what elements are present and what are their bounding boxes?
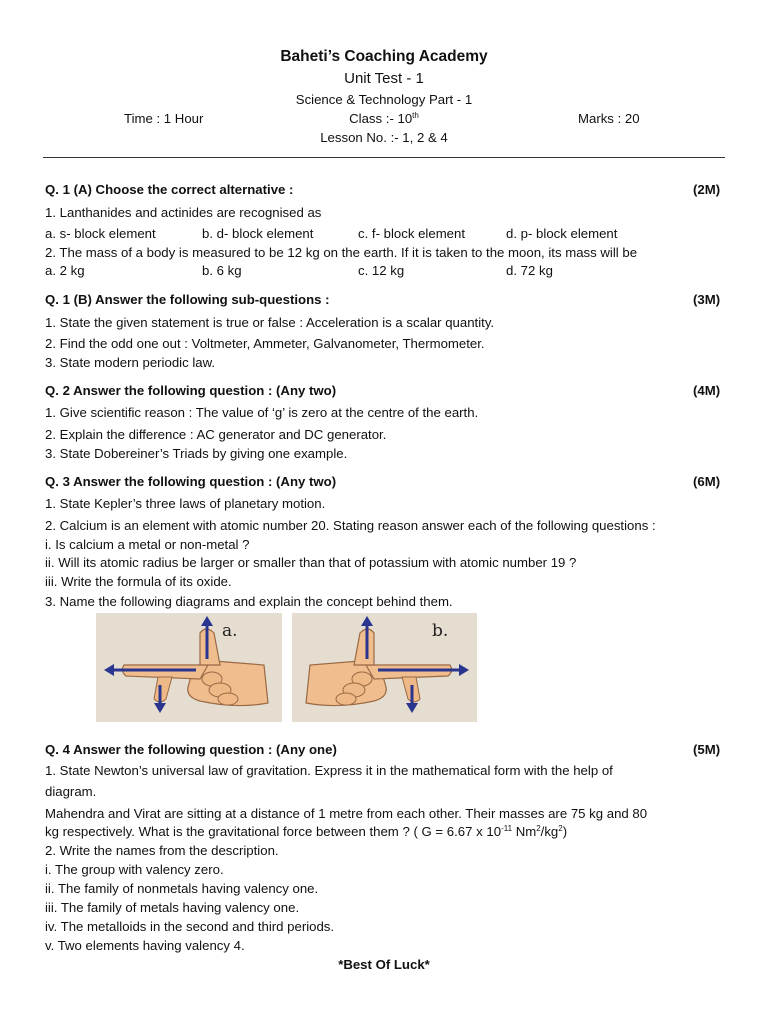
q3-title: Q. 3 Answer the following question : (Any two) bbox=[45, 474, 337, 489]
q1b-title: Q. 1 (B) Answer the following sub-questions : bbox=[45, 292, 330, 307]
q4-marks: (5M) bbox=[693, 742, 721, 757]
q4-title: Q. 4 Answer the following question : (Any one) bbox=[45, 742, 337, 757]
test-title: Unit Test - 1 bbox=[344, 70, 424, 87]
footer-best-of-luck: *Best Of Luck* bbox=[338, 957, 430, 972]
q4-line: 1. State Newton’s universal law of gravitation. Express it in the mathematical form with the help of bbox=[45, 763, 613, 778]
diagram-label-b: b. bbox=[432, 621, 449, 641]
q4-line: Mahendra and Virat are sitting at a distance of 1 metre from each other. Their masses are 75 kg and 80 bbox=[45, 806, 648, 821]
academy-name: Baheti’s Coaching Academy bbox=[280, 48, 488, 65]
q4-formula-line: kg respectively. What is the gravitational force between them ? ( G = 6.67 x $10^{-11}$ $Nm^2/kg^2$) bbox=[45, 824, 568, 839]
q1b-line: 3. State modern periodic law. bbox=[45, 355, 216, 370]
diagram-label-a: a. bbox=[222, 621, 238, 641]
q1a-option: b. 6 kg bbox=[202, 263, 242, 278]
q1a-option: b. d- block element bbox=[202, 226, 314, 241]
q2-line: 1. Give scientific reason : The value of ‘g’ is zero at the centre of the earth. bbox=[45, 405, 479, 420]
q3-line: iii. Write the formula of its oxide. bbox=[45, 574, 232, 589]
hand-rule-diagram-a bbox=[96, 613, 282, 722]
divider bbox=[43, 157, 725, 158]
q1b-marks: (3M) bbox=[693, 292, 721, 307]
q1a-question-1: 1. Lanthanides and actinides are recognised as bbox=[45, 205, 322, 220]
q4-line: v. Two elements having valency 4. bbox=[45, 938, 245, 953]
q1a-title: Q. 1 (A) Choose the correct alternative : bbox=[45, 182, 294, 197]
q3-line: ii. Will its atomic radius be larger or smaller than that of potassium with atomic number 19 ? bbox=[45, 555, 577, 570]
q3-line: 2. Calcium is an element with atomic number 20. Stating reason answer each of the following questions : bbox=[45, 518, 656, 533]
hand-rule-diagram-b bbox=[292, 613, 477, 722]
subject: Science & Technology Part - 1 bbox=[295, 92, 473, 107]
q1a-option: d. 72 kg bbox=[506, 263, 553, 278]
q1a-option: c. f- block element bbox=[358, 226, 466, 241]
q1a-question-2: 2. The mass of a body is measured to be 12 kg on the earth. If it is taken to the moon, its mass will be bbox=[45, 245, 638, 260]
q2-marks: (4M) bbox=[693, 383, 721, 398]
q1b-line: 2. Find the odd one out : Voltmeter, Ammeter, Galvanometer, Thermometer. bbox=[45, 336, 485, 351]
q4-line: ii. The family of nonmetals having valency one. bbox=[45, 881, 319, 896]
q4-line: i. The group with valency zero. bbox=[45, 862, 224, 877]
q4-line: iii. The family of metals having valency one. bbox=[45, 900, 300, 915]
class: Class :- 10th bbox=[349, 111, 419, 126]
q1a-option: c. 12 kg bbox=[358, 263, 405, 278]
time: Time : 1 Hour bbox=[124, 111, 204, 126]
q3-line: 3. Name the following diagrams and explain the concept behind them. bbox=[45, 594, 453, 609]
q1a-option: a. s- block element bbox=[45, 226, 156, 241]
q2-title: Q. 2 Answer the following question : (Any two) bbox=[45, 383, 337, 398]
q1a-option: d. p- block element bbox=[506, 226, 618, 241]
q4-line: 2. Write the names from the description. bbox=[45, 843, 279, 858]
q3-marks: (6M) bbox=[693, 474, 721, 489]
q3-line: 1. State Kepler’s three laws of planetary motion. bbox=[45, 496, 326, 511]
q1a-option: a. 2 kg bbox=[45, 263, 85, 278]
q4-line: diagram. bbox=[45, 784, 97, 799]
marks: Marks : 20 bbox=[578, 111, 640, 126]
q2-line: 3. State Dobereiner’s Triads by giving one example. bbox=[45, 446, 348, 461]
q4-line: iv. The metalloids in the second and third periods. bbox=[45, 919, 335, 934]
lesson: Lesson No. :- 1, 2 & 4 bbox=[320, 130, 448, 145]
q1a-marks: (2M) bbox=[693, 182, 721, 197]
q3-line: i. Is calcium a metal or non-metal ? bbox=[45, 537, 250, 552]
q1b-line: 1. State the given statement is true or false : Acceleration is a scalar quantity. bbox=[45, 315, 495, 330]
q2-line: 2. Explain the difference : AC generator and DC generator. bbox=[45, 427, 387, 442]
